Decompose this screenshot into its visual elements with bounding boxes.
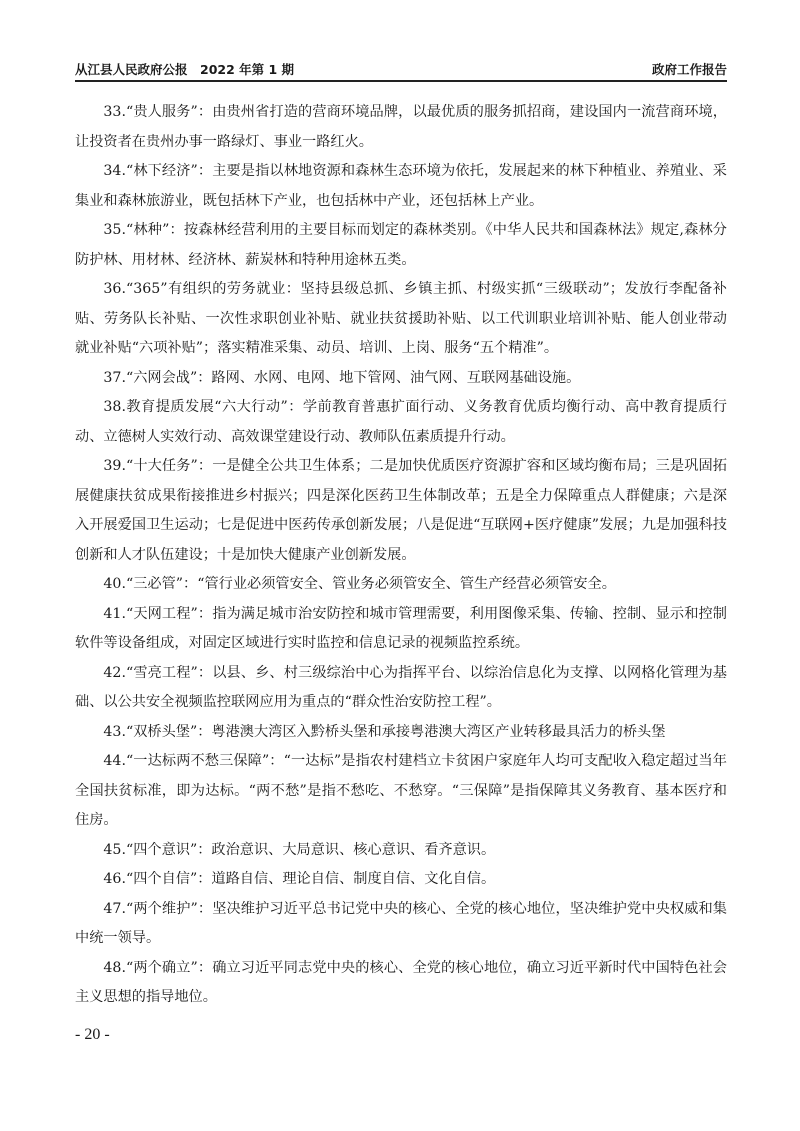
glossary-entry-44: 44.“一达标两不愁三保障”：“一达标”是指农村建档立卡贫困户家庭年人均可支配收入稳定超过当年全国扶贫标准，即为达标。“两不愁”是指不愁吃、不愁穿。“三保障”是指保障其义务教育、基本医疗和住房。	[75, 753, 727, 828]
glossary-list	[75, 98, 727, 1013]
page-header	[75, 56, 727, 82]
glossary-entry-39: 39.“十大任务”：一是健全公共卫生体系；二是加快优质医疗资源扩容和区域均衡布局；三是巩固拓展健康扶贫成果衔接推进乡村振兴；四是深化医药卫生体制改革；五是全力保障重点人群健康；六是深入开展爱国卫生运动；七是促进中医药传承创新发展；八是促进“互联网+医疗健康”发展；九是加强科技创新和人才队伍建设；十是加快大健康产业创新发展。	[75, 458, 727, 563]
glossary-entry-36: 36.“365”有组织的劳务就业：坚持县级总抓、乡镇主抓、村级实抓“三级联动”；发放行李配备补贴、劳务队长补贴、一次性求职创业补贴、就业扶贫援助补贴、以工代训职业培训补贴、能人创业带动就业补贴“六项补贴”；落实精准采集、动员、培训、上岗、服务“五个精准”。	[75, 281, 727, 356]
glossary-entry-35: 35.“林种”：按森林经营利用的主要目标而划定的森林类别。《中华人民共和国森林法》规定,森林分防护林、用材林、经济林、薪炭林和特种用途林五类。	[75, 222, 727, 268]
section-title: 政府工作报告	[651, 62, 727, 77]
glossary-entry-48: 48.“两个确立”：确立习近平同志党中央的核心、全党的核心地位，确立习近平新时代中国特色社会主义思想的指导地位。	[75, 959, 727, 1005]
page-number: - 20 -	[75, 1026, 110, 1043]
glossary-entry-43: 43.“双桥头堡”：粤港澳大湾区入黔桥头堡和承接粤港澳大湾区产业转移最具活力的桥头堡	[103, 723, 666, 740]
glossary-entry-37: 37.“六网会战”：路网、水网、电网、地下管网、油气网、互联网基础设施。	[103, 369, 581, 386]
glossary-entry-38: 38.教育提质发展“六大行动”：学前教育普惠扩面行动、义务教育优质均衡行动、高中教育提质行动、立德树人实效行动、高效课堂建设行动、教师队伍素质提升行动。	[75, 399, 727, 445]
glossary-entry-46: 46.“四个自信”：道路自信、理论自信、制度自信、文化自信。	[103, 871, 496, 887]
glossary-entry-42: 42.“雪亮工程”：以县、乡、村三级综治中心为指挥平台、以综治信息化为支撑、以网格化管理为基础、以公共安全视频监控联网应用为重点的“群众性治安防控工程”。	[75, 664, 727, 710]
glossary-entry-41: 41.“天网工程”：指为满足城市治安防控和城市管理需要，利用图像采集、传输、控制、显示和控制软件等设备组成，对固定区域进行实时监控和信息记录的视频监控系统。	[75, 605, 727, 651]
publication-title: 从江县人民政府公报 2022 年第 1 期	[75, 62, 295, 77]
glossary-entry-45: 45.“四个意识”：政治意识、大局意识、核心意识、看齐意识。	[103, 841, 496, 858]
glossary-entry-33: 33.“贵人服务”：由贵州省打造的营商环境品牌，以最优质的服务抓招商，建设国内一流营商环境，让投资者在贵州办事一路绿灯、事业一路红火。	[75, 104, 727, 150]
glossary-entry-47: 47.“两个维护”：坚决维护习近平总书记党中央的核心、全党的核心地位，坚决维护党中央权威和集中统一领导。	[75, 900, 727, 946]
glossary-entry-40: 40.“三必管”：“管行业必须管安全、管业务必须管安全、管生产经营必须管安全。	[103, 576, 616, 592]
glossary-entry-34: 34.“林下经济”：主要是指以林地资源和森林生态环境为依托，发展起来的林下种植业、养殖业、采集业和森林旅游业，既包括林下产业，也包括林中产业，还包括林上产业。	[75, 163, 727, 209]
